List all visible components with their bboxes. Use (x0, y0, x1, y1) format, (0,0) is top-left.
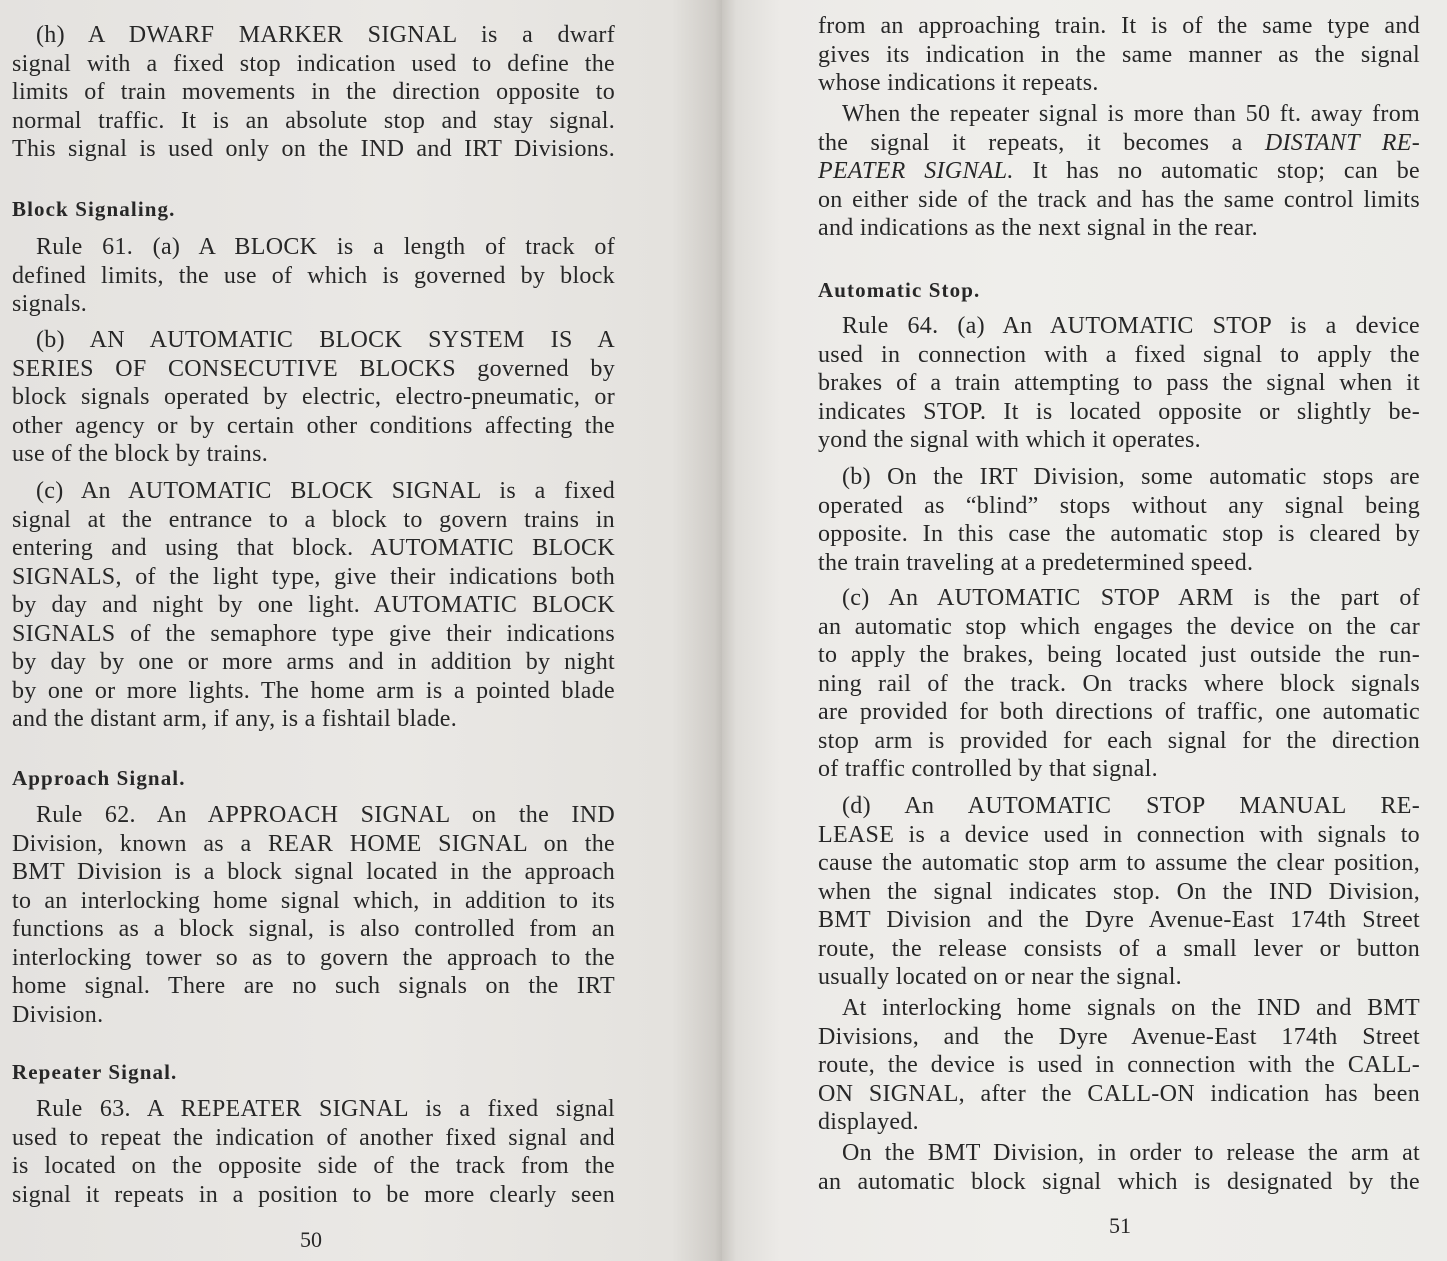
paragraph-rule-64-c (818, 584, 1420, 784)
text-line: (d) An AUTOMATIC STOP MANUAL RE- (842, 793, 1420, 819)
text-line: entering and using that block. AUTOMATIC BLOCK (12, 535, 615, 561)
text-segment: the signal it repeats, it becomes a (818, 129, 1243, 156)
text-line: and the distant arm, if any, is a fishtail blade. (12, 706, 458, 732)
text-line: SIGNALS, of the light type, give their indications both (12, 563, 615, 590)
text-line: (h) A DWARF MARKER SIGNAL is a dwarf (36, 22, 615, 48)
text-line: block signals operated by electric, electro-pneumatic, or (12, 384, 615, 410)
text-line: by day and night by one light. AUTOMATIC BLOCK (12, 592, 615, 618)
paragraph-rule-61-a (12, 233, 615, 319)
text-line: on either side of the track and has the same control limits (818, 186, 1420, 213)
text-line: by one or more lights. The home arm is a pointed blade (12, 677, 615, 704)
section-heading-block-signaling: Block Signaling. (12, 197, 176, 221)
text-line: are provided for both directions of traffic, one automatic (818, 699, 1420, 725)
text-line: Rule 61. (a) A BLOCK is a length of track of (36, 234, 615, 260)
text-line: used in connection with a fixed signal to apply the (818, 341, 1420, 368)
text-line: opposite. In this case the automatic stop is cleared by (818, 521, 1420, 547)
text-line: Division. (12, 1001, 104, 1028)
text-line: signal it repeats in a position to be more clearly seen (12, 1181, 615, 1208)
paragraph-dwarf-marker-signal (12, 21, 615, 164)
text-line: yond the signal with which it operates. (818, 427, 1201, 453)
italic-term: DISTANT RE- (1264, 129, 1420, 156)
text-line: ning rail of the track. On tracks where block signals (818, 670, 1420, 697)
text-line: (b) AN AUTOMATIC BLOCK SYSTEM IS A (36, 327, 615, 353)
text-line: is located on the opposite side of the track from the (12, 1153, 615, 1179)
text-line: home signal. There are no such signals on the IRT (12, 973, 615, 999)
text-line: Divisions, and the Dyre Avenue-East 174th Street (818, 1023, 1420, 1050)
text-line (818, 129, 1420, 158)
text-line: interlocking tower so as to govern the approach to the (12, 944, 615, 971)
text-line: LEASE is a device used in connection with signals to (818, 821, 1420, 848)
text-line: an automatic block signal which is designated by the (818, 1168, 1420, 1195)
text-line: When the repeater signal is more than 50 ft. away from (842, 101, 1420, 127)
text-line: by day by one or more arms and in addition by night (12, 649, 615, 675)
text-line: usually located on or near the signal. (818, 964, 1182, 990)
text-line: other agency or by certain other conditions affecting the (12, 412, 615, 439)
text-line: operated as “blind” stops without any signal being (818, 492, 1420, 519)
text-line: ON SIGNAL, after the CALL-ON indication has been (818, 1080, 1420, 1107)
page-number: 50 (300, 1227, 322, 1252)
text-line: to apply the brakes, being located just outside the run- (818, 642, 1420, 668)
paragraph-rule-61-c (12, 477, 615, 734)
right-page (722, 0, 1447, 1261)
text-line: SIGNALS of the semaphore type give their indications (12, 620, 615, 647)
paragraph-rule-63 (12, 1095, 615, 1209)
text-line: Rule 63. A REPEATER SIGNAL is a fixed signal (36, 1096, 615, 1122)
page-number: 51 (1109, 1213, 1131, 1238)
text-line: displayed. (818, 1109, 919, 1135)
paragraph-rule-64-b (818, 463, 1420, 577)
italic-term: PEATER SIGNAL. (818, 158, 1014, 184)
section-heading-approach-signal: Approach Signal. (12, 766, 186, 790)
text-line: cause the automatic stop arm to assume the clear position, (818, 850, 1420, 876)
text-line: to an interlocking home signal which, in addition to its (12, 887, 615, 914)
text-line: normal traffic. It is an absolute stop and stay signal. (12, 107, 615, 134)
paragraph-rule-64-d (818, 792, 1420, 992)
left-page (0, 0, 722, 1261)
text-line: signals. (12, 291, 88, 317)
text-line: when the signal indicates stop. On the IND Division, (818, 878, 1420, 905)
text-line: SERIES OF CONSECUTIVE BLOCKS governed by (12, 355, 615, 382)
text-line: defined limits, the use of which is governed by block (12, 262, 615, 289)
section-heading-repeater-signal: Repeater Signal. (12, 1060, 178, 1084)
text-line: signal with a fixed stop indication used to define the (12, 50, 615, 77)
text-line: whose indications it repeats. (818, 70, 1099, 96)
text-line: the train traveling at a predetermined speed. (818, 549, 1254, 576)
text-line: Rule 64. (a) An AUTOMATIC STOP is a device (842, 313, 1420, 339)
text-line: Rule 62. An APPROACH SIGNAL on the IND (36, 802, 615, 828)
paragraph-rule-62 (12, 801, 615, 1029)
text-line: BMT Division and the Dyre Avenue-East 174th Street (818, 907, 1420, 933)
text-line: limits of train movements in the direction opposite to (12, 79, 615, 105)
text-line: BMT Division is a block signal located in the approach (12, 859, 615, 885)
paragraph-distant-repeater-signal (818, 100, 1420, 243)
text-line: stop arm is provided for each signal for the direction (818, 727, 1420, 754)
text-line: used to repeat the indication of another fixed signal and (12, 1124, 615, 1151)
paragraph-rule-64-a (818, 312, 1420, 455)
paragraph-repeater-continued (818, 12, 1420, 98)
text-line: On the BMT Division, in order to release the arm at (842, 1140, 1420, 1166)
text-line: signal at the entrance to a block to govern trains in (12, 506, 615, 533)
text-line (818, 157, 1420, 186)
paragraph-rule-61-b (12, 326, 615, 469)
text-line: an automatic stop which engages the device on the car (818, 613, 1420, 640)
text-line: route, the device is used in connection with the CALL- (818, 1052, 1420, 1078)
text-line: route, the release consists of a small lever or button (818, 935, 1420, 962)
text-line: brakes of a train attempting to pass the signal when it (818, 370, 1420, 396)
text-line: indicates STOP. It is located opposite or slightly be- (818, 398, 1420, 425)
text-line: (b) On the IRT Division, some automatic stops are (842, 464, 1420, 490)
text-line: of traffic controlled by that signal. (818, 756, 1158, 782)
section-heading-automatic-stop: Automatic Stop. (818, 278, 981, 302)
text-line: At interlocking home signals on the IND and BMT (842, 995, 1420, 1021)
paragraph-bmt-division-release (818, 1139, 1420, 1196)
text-line: functions as a block signal, is also controlled from an (12, 916, 615, 942)
text-line: (c) An AUTOMATIC BLOCK SIGNAL is a fixed (36, 478, 615, 504)
text-line: Division, known as a REAR HOME SIGNAL on the (12, 830, 615, 857)
paragraph-interlocking-home-signals (818, 994, 1420, 1137)
text-line: gives its indication in the same manner as the signal (818, 41, 1420, 68)
text-line: (c) An AUTOMATIC STOP ARM is the part of (842, 585, 1420, 611)
text-segment: It has no automatic stop; can be (1032, 158, 1420, 184)
text-line: use of the block by trains. (12, 441, 269, 467)
text-line: This signal is used only on the IND and IRT Divisions. (12, 136, 615, 162)
text-line: and indications as the next signal in the rear. (818, 215, 1258, 241)
text-line: from an approaching train. It is of the same type and (818, 13, 1420, 39)
